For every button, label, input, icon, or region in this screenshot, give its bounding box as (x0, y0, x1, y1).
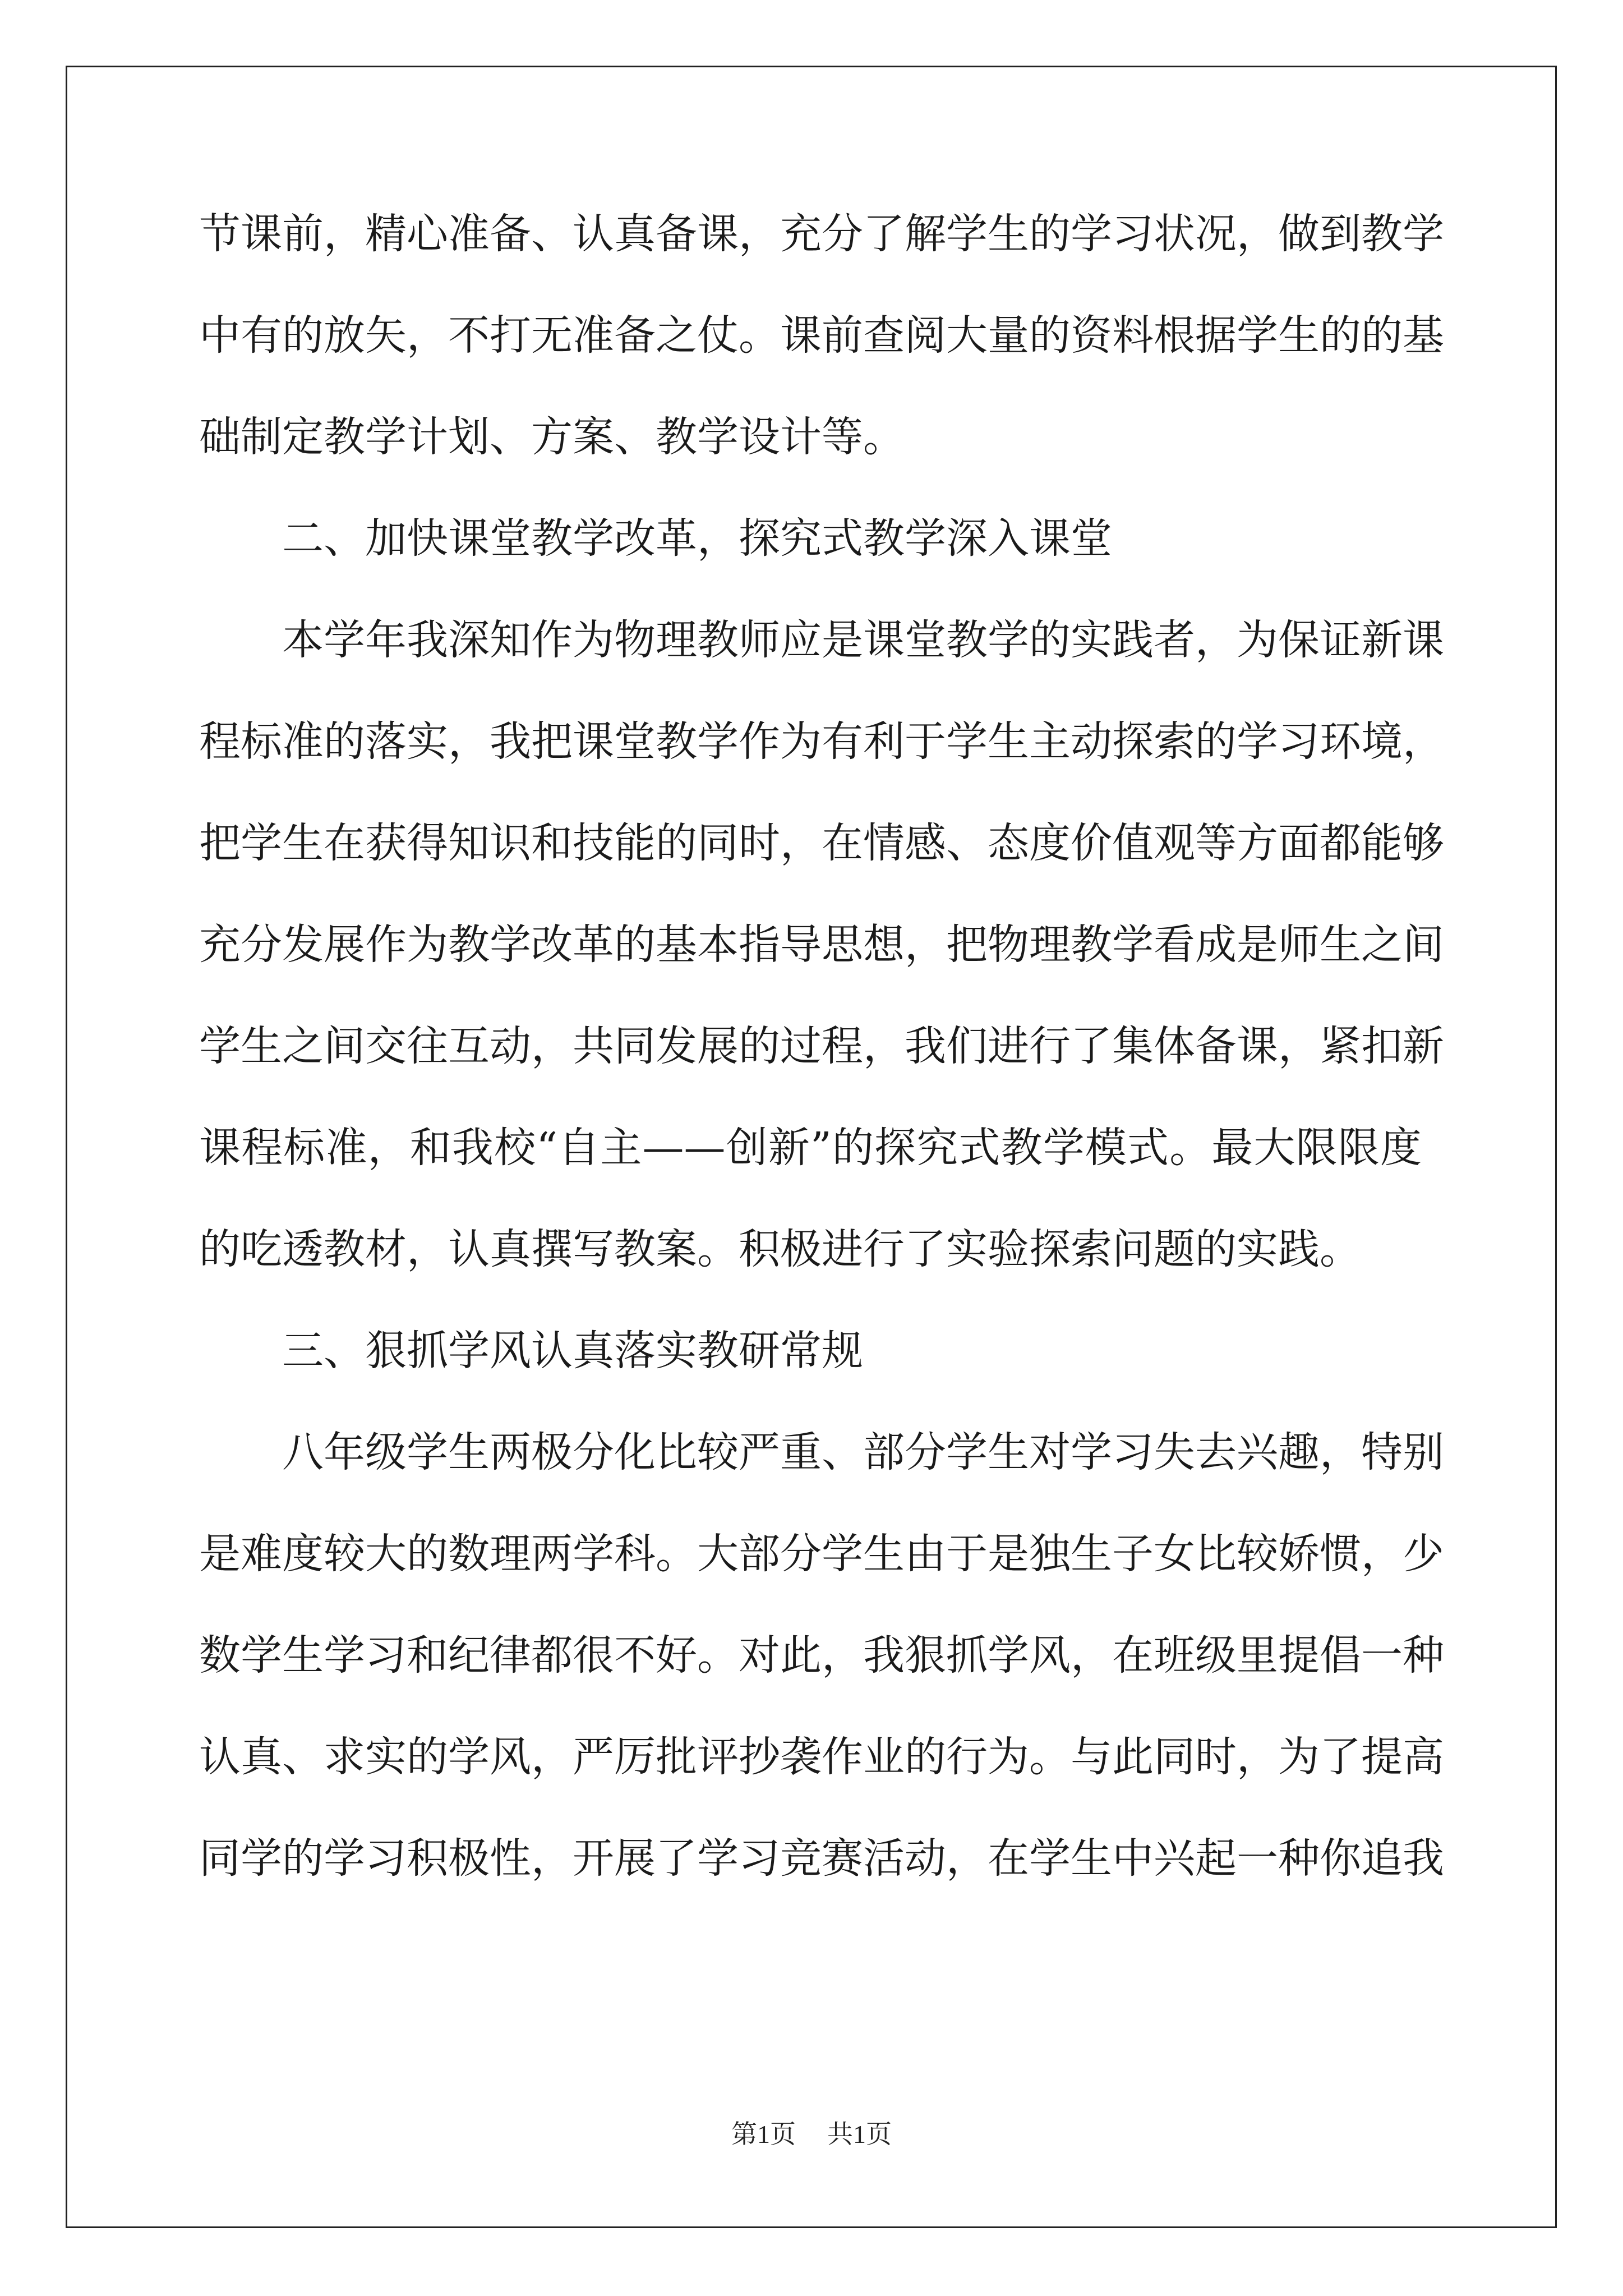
text-line: 节课前，精心准备、认真备课，充分了解学生的学习状况，做到教学 (199, 210, 1444, 258)
text-line: 二、加快课堂教学改革，探究式教学深入课堂 (282, 514, 1112, 563)
text-line: 础制定教学计划、方案、教学设计等。 (199, 413, 905, 461)
text-line: 本学年我深知作为物理教师应是课堂教学的实践者，为保证新课 (282, 616, 1444, 664)
text-line: 课程标准，和我校“自主——创新”的探究式教学模式。最大限限度 (199, 1124, 1422, 1172)
text-line: 认真、求实的学风，严厉批评抄袭作业的行为。与此同时，为了提高 (199, 1733, 1444, 1781)
page-number-total: 共1页 (827, 2120, 892, 2148)
text-line: 程标准的落实，我把课堂教学作为有利于学生主动探索的学习环境， (199, 717, 1444, 766)
text-line: 三、狠抓学风认真落实教研常规 (282, 1327, 863, 1375)
page-footer (0, 2122, 1623, 2147)
text-line: 中有的放矢，不打无准备之仗。课前查阅大量的资料根据学生的的基 (199, 311, 1444, 360)
text-line: 同学的学习积极性，开展了学习竞赛活动，在学生中兴起一种你追我 (199, 1834, 1444, 1883)
text-line: 是难度较大的数理两学科。大部分学生由于是独生子女比较娇惯，少 (199, 1530, 1444, 1578)
page-number-current: 第1页 (731, 2120, 796, 2148)
text-line: 八年级学生两极分化比较严重、部分学生对学习失去兴趣，特别 (282, 1428, 1444, 1476)
text-line: 把学生在获得知识和技能的同时，在情感、态度价值观等方面都能够 (199, 819, 1444, 867)
text-line: 数学生学习和纪律都很不好。对此，我狠抓学风，在班级里提倡一种 (199, 1631, 1444, 1680)
text-line: 充分发展作为教学改革的基本指导思想，把物理教学看成是师生之间 (199, 921, 1444, 969)
text-line: 学生之间交往互动，共同发展的过程，我们进行了集体备课，紧扣新 (199, 1022, 1444, 1070)
text-line: 的吃透教材，认真撰写教案。积极进行了实验探索问题的实践。 (199, 1225, 1361, 1273)
document-body (199, 210, 1444, 1939)
text-lines (199, 210, 1444, 1939)
